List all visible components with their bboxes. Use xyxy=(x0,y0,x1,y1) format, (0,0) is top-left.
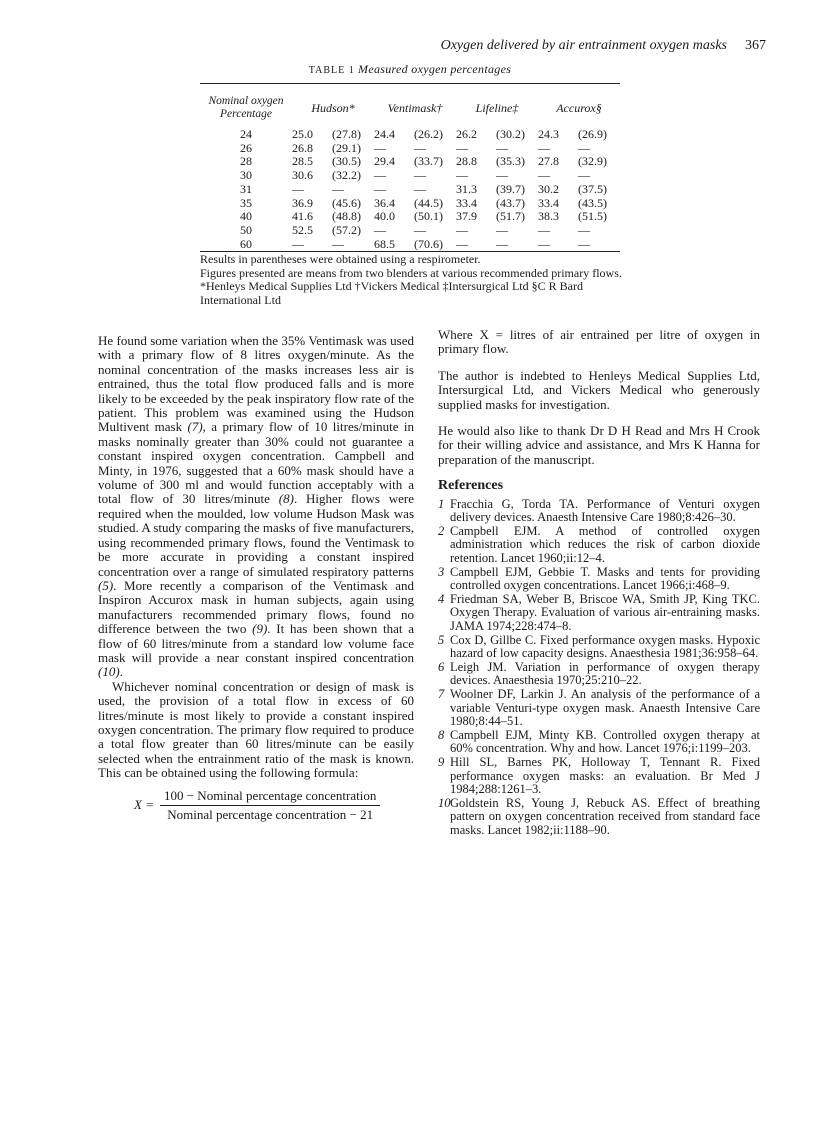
reference-number: 4 xyxy=(438,591,445,606)
reference-text: Campbell EJM, Gebbie T. Masks and tents for providing controlled oxygen concentrations. Lancet 1966;i:468–9. xyxy=(450,564,760,593)
cell-value: — xyxy=(374,140,386,155)
reference-item xyxy=(438,593,760,634)
cell-ventimask xyxy=(374,197,456,211)
text-run: . It has been shown that a flow of 60 litres/minute from a standard low volume face mask will provide a near constant inspired concentration xyxy=(98,621,414,665)
reference-text: Goldstein RS, Young J, Rebuck AS. Effect of breathing pattern on oxygen concentration received from standard face masks. Lancet 1982;ii:1188–90. xyxy=(450,795,760,837)
cell-value: — xyxy=(292,236,304,251)
cell-respirometer-value: (30.2) xyxy=(496,127,525,141)
cell-lifeline xyxy=(456,238,538,252)
cell-respirometer-value: (35.3) xyxy=(496,154,525,169)
header-hudson: Hudson* xyxy=(311,100,355,115)
citation: (8) xyxy=(278,491,294,507)
table-row xyxy=(200,210,620,224)
table-note: *Henleys Medical Supplies Ltd †Vickers Medical ‡Intersurgical Ltd §C R Bard International Ltd xyxy=(200,279,583,307)
reference-number: 1 xyxy=(438,496,445,511)
cell-value: 25.0 xyxy=(292,127,313,141)
cell-accurox xyxy=(538,169,620,183)
table-row xyxy=(200,169,620,183)
cell-respirometer-value: — xyxy=(332,236,344,251)
header-accurox: Accurox§ xyxy=(556,100,602,115)
cell-respirometer-value: — xyxy=(414,222,426,237)
cell-respirometer-value: (27.8) xyxy=(332,127,361,141)
cell-value: — xyxy=(456,236,468,251)
cell-respirometer-value: — xyxy=(414,168,426,183)
cell-ventimask xyxy=(374,155,456,169)
table-row xyxy=(200,224,620,238)
cell-respirometer-value: — xyxy=(578,140,590,155)
cell-accurox xyxy=(538,142,620,156)
cell-ventimask xyxy=(374,210,456,224)
table-notes xyxy=(200,253,630,307)
cell-hudson xyxy=(292,169,374,183)
cell-ventimask xyxy=(374,169,456,183)
acknowledgement-2: He would also like to thank Dr D H Read and Mrs H Crook for their willing advice and assistance, and Mrs K Hanna for preparation of the manuscript. xyxy=(438,423,760,467)
reference-item xyxy=(438,688,760,729)
cell-ventimask xyxy=(374,128,456,142)
cell-lifeline xyxy=(456,155,538,169)
reference-item xyxy=(438,525,760,566)
reference-number: 10 xyxy=(438,795,451,810)
cell-value: — xyxy=(538,222,550,237)
table-row xyxy=(200,142,620,156)
header-lifeline: Lifeline‡ xyxy=(475,100,519,115)
paragraph-discussion xyxy=(98,334,414,680)
cell-respirometer-value: — xyxy=(578,236,590,251)
table-note: Results in parentheses were obtained using a respirometer. xyxy=(200,252,481,266)
cell-respirometer-value: (48.8) xyxy=(332,209,361,224)
cell-ventimask xyxy=(374,142,456,156)
cell-respirometer-value: — xyxy=(496,140,508,155)
cell-nominal: 24 xyxy=(240,127,252,141)
cell-respirometer-value: (30.5) xyxy=(332,154,361,169)
running-head xyxy=(346,38,766,54)
text-run: . Higher flows were required when the moulded, low volume Hudson Mask was studied. A study comparing the masks of five manufacturers, using recommended primary flows, found the Ventimask to be more accurate in providing a constant inspired concentration over a range of simulated respiratory patterns xyxy=(98,491,414,579)
cell-value: — xyxy=(374,222,386,237)
table-caption xyxy=(200,62,620,77)
reference-text: Woolner DF, Larkin J. An analysis of the performance of a variable Venturi-type oxygen mask. Anaesth Intensive Care 1980;8:44–51. xyxy=(450,686,760,729)
table-header-row xyxy=(200,84,620,128)
table-row xyxy=(200,155,620,169)
cell-respirometer-value: (70.6) xyxy=(414,236,443,251)
cell-respirometer-value: — xyxy=(496,168,508,183)
reference-text: Fracchia G, Torda TA. Performance of Venturi oxygen delivery devices. Anaesth Intensive Care 1980;8:426–30. xyxy=(450,496,760,525)
reference-number: 2 xyxy=(438,523,445,538)
cell-lifeline xyxy=(456,197,538,211)
cell-value: 29.4 xyxy=(374,154,395,169)
text-run: He found some variation when the 35% Ventimask was used with a primary flow of 8 litres oxygen/minute. As the nominal concentration of the masks increases less air is entrained, thus the total flow produced falls and is more likely to be exceeded by the peak inspiratory flow rate of the patient. This problem was examined using the Hudson Multivent mask xyxy=(98,333,414,435)
running-head-title: Oxygen delivered by air entrainment oxygen masks xyxy=(440,38,727,53)
cell-hudson xyxy=(292,210,374,224)
cell-respirometer-value: (57.2) xyxy=(332,222,361,237)
table-title: Measured oxygen percentages xyxy=(358,62,512,76)
cell-value: 41.6 xyxy=(292,209,313,224)
reference-item xyxy=(438,498,760,525)
citation: (10) xyxy=(98,664,120,680)
cell-respirometer-value: — xyxy=(332,181,344,196)
cell-value: 38.3 xyxy=(538,209,559,224)
entrainment-formula xyxy=(98,789,414,823)
cell-value: 52.5 xyxy=(292,222,313,237)
cell-respirometer-value: (51.7) xyxy=(496,209,525,224)
cell-lifeline xyxy=(456,183,538,197)
cell-respirometer-value: (45.6) xyxy=(332,195,361,210)
cell-respirometer-value: (37.5) xyxy=(578,181,607,196)
cell-value: 40.0 xyxy=(374,209,395,224)
cell-hudson xyxy=(292,183,374,197)
cell-respirometer-value: — xyxy=(578,168,590,183)
cell-value: 33.4 xyxy=(538,195,559,210)
text-run: . xyxy=(119,664,123,680)
formula-numerator: 100 − Nominal percentage concentration xyxy=(160,789,380,806)
cell-value: 31.3 xyxy=(456,181,477,196)
cell-nominal: 60 xyxy=(240,236,252,251)
page-number: 367 xyxy=(745,38,766,53)
cell-value: 28.5 xyxy=(292,154,313,169)
cell-respirometer-value: (43.5) xyxy=(578,195,607,210)
cell-accurox xyxy=(538,183,620,197)
cell-value: — xyxy=(374,181,386,196)
cell-lifeline xyxy=(456,142,538,156)
reference-number: 6 xyxy=(438,659,445,674)
cell-hudson xyxy=(292,128,374,142)
reference-text: Campbell EJM. A method of controlled oxygen administration which reduces the risk of carbon dioxide retention. Lancet 1960;ii:12–4. xyxy=(450,523,760,566)
cell-value: 68.5 xyxy=(374,236,395,251)
oxygen-table xyxy=(200,83,620,252)
cell-nominal: 31 xyxy=(240,181,252,196)
cell-lifeline xyxy=(456,224,538,238)
cell-hudson xyxy=(292,197,374,211)
reference-item xyxy=(438,756,760,797)
cell-respirometer-value: (51.5) xyxy=(578,209,607,224)
cell-value: 24.4 xyxy=(374,127,395,141)
cell-value: 30.6 xyxy=(292,168,313,183)
cell-value: — xyxy=(292,181,304,196)
cell-nominal: 40 xyxy=(240,209,252,224)
oxygen-percentages-table xyxy=(200,84,620,251)
cell-nominal: 30 xyxy=(240,168,252,183)
reference-text: Campbell EJM, Minty KB. Controlled oxygen therapy at 60% concentration. Why and how. Lancet 1976;i:1199–203. xyxy=(450,727,760,756)
cell-value: — xyxy=(538,168,550,183)
cell-value: — xyxy=(374,168,386,183)
citation: (7) xyxy=(187,419,203,435)
cell-respirometer-value: (50.1) xyxy=(414,209,443,224)
references-heading: References xyxy=(438,478,504,494)
cell-accurox xyxy=(538,197,620,211)
cell-value: 36.9 xyxy=(292,195,313,210)
cell-value: 36.4 xyxy=(374,195,395,210)
reference-text: Hill SL, Barnes PK, Holloway T, Tennant R. Fixed performance oxygen masks: an evaluation. Br Med J 1984;288:1261–3. xyxy=(450,754,760,797)
cell-nominal: 28 xyxy=(240,154,252,169)
table-row xyxy=(200,238,620,252)
cell-value: — xyxy=(456,222,468,237)
cell-value: — xyxy=(456,168,468,183)
cell-lifeline xyxy=(456,210,538,224)
reference-number: 5 xyxy=(438,632,445,647)
reference-text: Cox D, Gillbe C. Fixed performance oxygen masks. Hypoxic hazard of low capacity designs. Anaesthesia 1981;36:958–64. xyxy=(450,632,760,661)
table-row xyxy=(200,197,620,211)
cell-value: 33.4 xyxy=(456,195,477,210)
cell-respirometer-value: — xyxy=(578,222,590,237)
reference-text: Leigh JM. Variation in performance of oxygen therapy devices. Anaesthesia 1970;25:210–22. xyxy=(450,659,760,688)
cell-ventimask xyxy=(374,183,456,197)
cell-respirometer-value: — xyxy=(414,140,426,155)
cell-accurox xyxy=(538,224,620,238)
references-list xyxy=(438,498,760,838)
paragraph-flow: Whichever nominal concentration or design of mask is used, the provision of a total flow in excess of 60 litres/minute is most likely to provide a constant inspired oxygen concentration. The primary flow required to produce a total flow greater than 60 litres/minute can be easily selected when the entrainment ratio of the mask is known. This can be obtained using the following formula: xyxy=(98,678,414,781)
cell-value: 37.9 xyxy=(456,209,477,224)
cell-nominal: 26 xyxy=(240,140,252,155)
cell-value: 28.8 xyxy=(456,154,477,169)
citation: (9) xyxy=(252,621,268,637)
cell-nominal: 35 xyxy=(240,195,252,210)
cell-respirometer-value: (33.7) xyxy=(414,154,443,169)
cell-ventimask xyxy=(374,224,456,238)
table-note: Figures presented are means from two blenders at various recommended primary flows. xyxy=(200,265,622,280)
formula-where: Where X = litres of air entrained per litre of oxygen in primary flow. xyxy=(438,327,760,357)
cell-respirometer-value: (39.7) xyxy=(496,181,525,196)
cell-respirometer-value: (32.9) xyxy=(578,154,607,169)
acknowledgements xyxy=(438,328,760,467)
cell-ventimask xyxy=(374,238,456,252)
right-column xyxy=(438,328,760,838)
reference-number: 7 xyxy=(438,686,445,701)
cell-value: 26.8 xyxy=(292,140,313,155)
cell-respirometer-value: — xyxy=(496,222,508,237)
cell-accurox xyxy=(538,155,620,169)
reference-number: 9 xyxy=(438,754,445,769)
cell-lifeline xyxy=(456,169,538,183)
cell-respirometer-value: (29.1) xyxy=(332,140,361,155)
cell-respirometer-value: — xyxy=(414,181,426,196)
table-row xyxy=(200,128,620,142)
cell-respirometer-value: (43.7) xyxy=(496,195,525,210)
cell-hudson xyxy=(292,142,374,156)
reference-number: 8 xyxy=(438,727,445,742)
reference-item xyxy=(438,729,760,756)
cell-value: 24.3 xyxy=(538,127,559,141)
cell-value: — xyxy=(538,236,550,251)
reference-item xyxy=(438,634,760,661)
header-nominal: Nominal oxygen Percentage xyxy=(208,95,284,120)
cell-value: — xyxy=(538,140,550,155)
cell-value: 30.2 xyxy=(538,181,559,196)
formula-denominator: Nominal percentage concentration − 21 xyxy=(167,807,374,822)
reference-number: 3 xyxy=(438,564,445,579)
cell-value: — xyxy=(456,140,468,155)
cell-respirometer-value: (32.2) xyxy=(332,168,361,183)
cell-hudson xyxy=(292,155,374,169)
table-row xyxy=(200,183,620,197)
cell-respirometer-value: (26.9) xyxy=(578,127,607,141)
formula-lhs: X = xyxy=(134,797,154,813)
citation: (5) xyxy=(98,577,114,593)
cell-value: 26.2 xyxy=(456,127,477,141)
reference-item xyxy=(438,797,760,838)
cell-respirometer-value: (26.2) xyxy=(414,127,443,141)
cell-hudson xyxy=(292,238,374,252)
cell-accurox xyxy=(538,210,620,224)
cell-nominal: 50 xyxy=(240,222,252,237)
reference-item xyxy=(438,661,760,688)
cell-respirometer-value: (44.5) xyxy=(414,195,443,210)
cell-value: 27.8 xyxy=(538,154,559,169)
cell-accurox xyxy=(538,238,620,252)
text-run: . More recently a comparison of the Ventimask and Inspiron Accurox mask in human subjects, again using manufacturers recommended primary flows, found no difference between the two xyxy=(98,577,414,637)
left-column xyxy=(98,334,414,822)
text-run: , a primary flow of 10 litres/minute in masks nominally greater than 30% could not guarantee a constant inspired oxygen concentration. Campbell and Minty, in 1976, suggested that a 60% mask should have a volume of 300 ml and would function acceptably with a total flow of 30 litres/minute xyxy=(98,419,415,507)
cell-hudson xyxy=(292,224,374,238)
cell-lifeline xyxy=(456,128,538,142)
acknowledgement-1: The author is indebted to Henleys Medical Supplies Ltd, Intersurgical Ltd, and Vickers Medical who generously supplied masks for investigation. xyxy=(438,367,760,412)
table-number: TABLE 1 xyxy=(308,65,355,76)
cell-respirometer-value: — xyxy=(496,236,508,251)
header-ventimask: Ventimask† xyxy=(387,100,443,115)
reference-item xyxy=(438,566,760,593)
reference-text: Friedman SA, Weber B, Briscoe WA, Smith JP, King TKC. Oxygen Therapy. Evaluation of various air-entraining masks. JAMA 1974;228:474–8. xyxy=(450,591,760,633)
formula-fraction xyxy=(160,789,380,823)
cell-accurox xyxy=(538,128,620,142)
